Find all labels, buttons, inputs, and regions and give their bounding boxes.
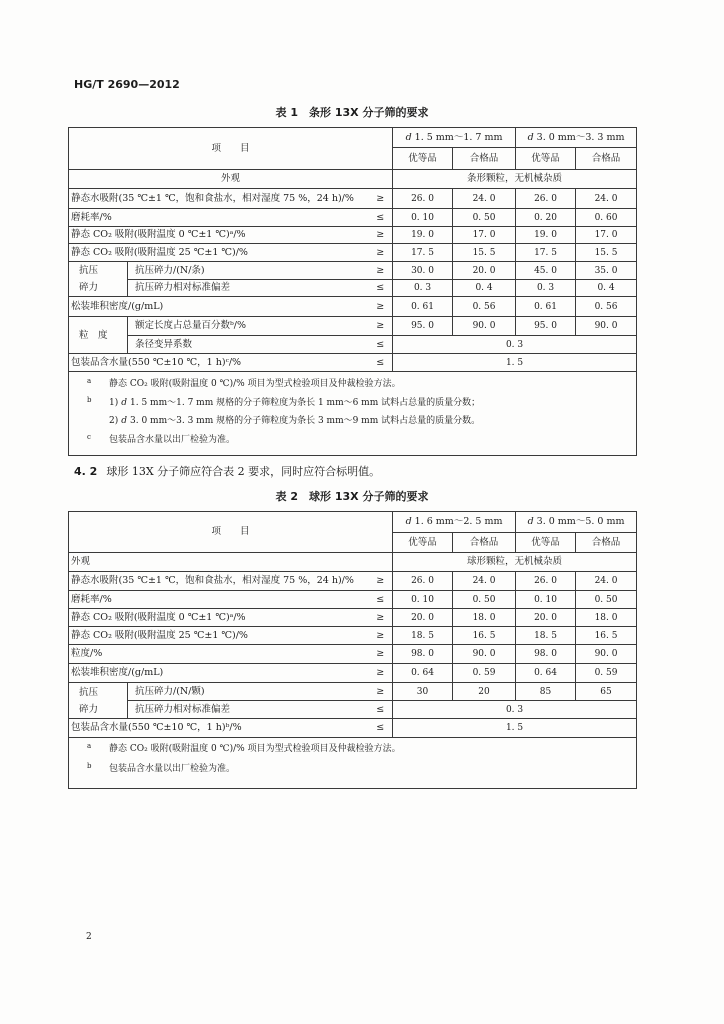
standard-number: HG/T 2690—2012 (74, 78, 180, 91)
footnote-item-number: 2) (109, 416, 119, 426)
value-cell: 18. 5 (393, 627, 453, 645)
footnote-mark: c (87, 432, 91, 441)
value-cell: 17. 0 (576, 227, 637, 244)
row-label: 松装堆积密度/(g/mL) (69, 664, 369, 683)
value-cell: 98. 0 (393, 645, 453, 664)
value-cell: 24. 0 (453, 189, 516, 209)
footnote-mark: b (87, 762, 92, 770)
comparator-sign: ≤ (369, 591, 393, 609)
group-label-line: 抗压 (79, 686, 99, 698)
comparator-sign: ≥ (369, 189, 393, 209)
footnote-text: 包装品含水量以出厂检验为准。 (109, 434, 236, 445)
size-range-label: 1. 6 mm～2. 5 mm (414, 516, 503, 527)
row-label: 静态 CO₂ 吸附(吸附温度 0 ℃±1 ℃)ᵃ/% (69, 227, 369, 244)
value-cell: 20. 0 (516, 609, 576, 627)
footnote-text: 静态 CO₂ 吸附(吸附温度 0 ℃)/% 项目为型式检验项目及仲裁检验方法。 (109, 379, 401, 389)
comparator-sign: ≤ (369, 209, 393, 227)
group-label-line: 抗压 (79, 265, 99, 276)
table-1-title: 表 1 条形 13X 分子筛的要求 (275, 106, 429, 119)
value-cell: 18. 0 (576, 609, 637, 627)
footnote-mark: b (87, 395, 92, 404)
value-cell: 90. 0 (453, 645, 516, 664)
value-cell: 90. 0 (576, 317, 637, 336)
diameter-symbol: d (121, 397, 128, 408)
value-cell: 1. 5 (393, 354, 637, 372)
comparator-sign: ≥ (369, 645, 393, 664)
size-group-header (516, 512, 637, 533)
value-cell: 0. 10 (393, 591, 453, 609)
grade-header: 合格品 (576, 148, 637, 170)
comparator-sign: ≥ (369, 317, 393, 336)
row-label: 外观 (69, 553, 393, 572)
value-cell: 0. 3 (516, 280, 576, 297)
diameter-symbol: d (405, 131, 412, 143)
diameter-symbol: d (405, 516, 412, 527)
footnote-mark: a (87, 377, 92, 385)
value-cell: 15. 5 (453, 244, 516, 262)
row-label: 静态 CO₂ 吸附(吸附温度 25 ℃±1 ℃)/% (69, 244, 369, 262)
grade-header: 优等品 (393, 148, 453, 170)
value-cell: 95. 0 (393, 317, 453, 336)
value-cell: 0. 59 (576, 664, 637, 683)
size-range-label: 1. 5 mm～1. 7 mm (414, 131, 503, 143)
page-number: 2 (86, 932, 92, 942)
value-cell: 19. 0 (516, 227, 576, 244)
value-cell: 0. 56 (453, 297, 516, 317)
value-cell: 0. 61 (516, 297, 576, 317)
comparator-sign: ≥ (369, 572, 393, 591)
value-cell: 0. 10 (393, 209, 453, 227)
particle-size-group-label: 粒 度 (69, 317, 128, 354)
value-cell: 0. 4 (453, 280, 516, 297)
comparator-sign: ≥ (369, 664, 393, 683)
footnote-a (69, 739, 636, 759)
row-label: 磨耗率/% (69, 591, 369, 609)
comparator-sign: ≤ (369, 701, 393, 719)
crush-strength-group-label (69, 683, 128, 719)
value-cell: 17. 5 (516, 244, 576, 262)
value-cell: 1. 5 (393, 719, 637, 738)
value-cell: 17. 0 (453, 227, 516, 244)
value-cell: 17. 5 (393, 244, 453, 262)
value-cell: 20 (453, 683, 516, 701)
row-label: 包装品含水量(550 ℃±10 ℃，1 h)ᵇ/% (69, 719, 369, 738)
value-cell: 90. 0 (576, 645, 637, 664)
footnote-b-continued (69, 412, 636, 431)
value-cell: 0. 20 (516, 209, 576, 227)
row-label: 粒度/% (69, 645, 369, 664)
value-cell: 18. 5 (516, 627, 576, 645)
value-cell: 98. 0 (516, 645, 576, 664)
clause-4-2 (74, 465, 380, 479)
size-group-header (393, 128, 516, 148)
grade-header: 优等品 (393, 533, 453, 553)
row-label: 静态 CO₂ 吸附(吸附温度 25 ℃±1 ℃)/% (69, 627, 369, 645)
comparator-sign: ≤ (369, 719, 393, 738)
size-range-label: 3. 0 mm～3. 3 mm (536, 131, 625, 143)
value-cell: 26. 0 (393, 189, 453, 209)
table-1-footnotes (69, 372, 637, 456)
value-cell: 0. 3 (393, 280, 453, 297)
row-label: 抗压碎力/(N/颗) (128, 683, 369, 701)
value-cell: 18. 0 (453, 609, 516, 627)
size-range-label: 3. 0 mm～5. 0 mm (536, 516, 625, 527)
value-cell: 0. 4 (576, 280, 637, 297)
value-cell: 24. 0 (576, 189, 637, 209)
value-cell: 30 (393, 683, 453, 701)
value-cell: 26. 0 (516, 189, 576, 209)
value-cell: 65 (576, 683, 637, 701)
value-cell: 0. 10 (516, 591, 576, 609)
group-label-line: 碎力 (79, 703, 99, 715)
row-label: 静态水吸附(35 ℃±1 ℃，饱和食盐水，相对湿度 75 %，24 h)/% (69, 189, 369, 209)
comparator-sign: ≥ (369, 227, 393, 244)
comparator-sign: ≥ (369, 297, 393, 317)
grade-header: 合格品 (453, 533, 516, 553)
value-cell: 0. 50 (453, 591, 516, 609)
comparator-sign: ≤ (369, 336, 393, 354)
footnote-text: 包装品含水量以出厂检验为准。 (109, 764, 236, 774)
value-cell: 0. 3 (393, 701, 637, 719)
row-label: 抗压碎力相对标准偏差 (128, 701, 369, 719)
group-label-line: 碎力 (79, 282, 99, 293)
comparator-sign: ≥ (369, 244, 393, 262)
row-label: 外观 (69, 170, 393, 189)
value-cell: 0. 59 (453, 664, 516, 683)
comparator-sign: ≥ (369, 683, 393, 701)
grade-header: 优等品 (516, 148, 576, 170)
row-label: 条径变异系数 (128, 336, 369, 354)
value-cell: 95. 0 (516, 317, 576, 336)
value-cell: 16. 5 (576, 627, 637, 645)
row-label: 松装堆积密度/(g/mL) (69, 297, 369, 317)
comparator-sign: ≥ (369, 262, 393, 280)
comparator-sign: ≤ (369, 280, 393, 297)
value-cell: 15. 5 (576, 244, 637, 262)
row-label: 静态水吸附(35 ℃±1 ℃，饱和食盐水，相对湿度 75 %，24 h)/% (69, 572, 369, 591)
value-cell: 20. 0 (453, 262, 516, 280)
diameter-symbol: d (121, 416, 128, 426)
comparator-sign: ≥ (369, 609, 393, 627)
value-cell: 19. 0 (393, 227, 453, 244)
appearance-value: 条形颗粒，无机械杂质 (393, 170, 637, 189)
table-2-footnotes (69, 738, 637, 789)
appearance-value: 球形颗粒，无机械杂质 (393, 553, 637, 572)
row-label: 静态 CO₂ 吸附(吸附温度 0 ℃±1 ℃)ᵃ/% (69, 609, 369, 627)
footnote-a (69, 375, 636, 394)
footnote-text: 静态 CO₂ 吸附(吸附温度 0 ℃)/% 项目为型式检验项目及仲裁检验方法。 (109, 744, 401, 754)
value-cell: 20. 0 (393, 609, 453, 627)
value-cell: 0. 3 (393, 336, 637, 354)
value-cell: 0. 50 (453, 209, 516, 227)
table-1 (68, 127, 637, 456)
grade-header: 合格品 (453, 148, 516, 170)
value-cell: 0. 56 (576, 297, 637, 317)
footnote-b (69, 759, 636, 779)
footnote-c (69, 431, 636, 450)
footnote-mark: a (87, 742, 92, 750)
table-2-title: 表 2 球形 13X 分子筛的要求 (275, 490, 429, 503)
grade-header: 优等品 (516, 533, 576, 553)
value-cell: 24. 0 (453, 572, 516, 591)
value-cell: 0. 50 (576, 591, 637, 609)
footnote-b (69, 394, 636, 413)
value-cell: 26. 0 (393, 572, 453, 591)
comparator-sign: ≤ (369, 354, 393, 372)
row-label: 包装品含水量(550 ℃±10 ℃，1 h)ᶜ/% (69, 354, 369, 372)
comparator-sign: ≥ (369, 627, 393, 645)
table-2 (68, 511, 637, 789)
value-cell: 85 (516, 683, 576, 701)
value-cell: 45. 0 (516, 262, 576, 280)
clause-number: 4. 2 (74, 465, 98, 478)
value-cell: 16. 5 (453, 627, 516, 645)
value-cell: 0. 61 (393, 297, 453, 317)
value-cell: 30. 0 (393, 262, 453, 280)
item-header: 项 目 (69, 128, 393, 170)
row-label: 抗压碎力/(N/条) (128, 262, 369, 280)
value-cell: 0. 64 (393, 664, 453, 683)
size-group-header (516, 128, 637, 148)
value-cell: 0. 64 (516, 664, 576, 683)
item-header: 项 目 (69, 512, 393, 553)
value-cell: 90. 0 (453, 317, 516, 336)
clause-text: 球形 13X 分子筛应符合表 2 要求，同时应符合标明值。 (106, 465, 381, 478)
footnote-text: 1. 5 mm～1. 7 mm 规格的分子筛粒度为条长 1 mm～6 mm 试料占总量的质量分数； (130, 397, 481, 408)
value-cell: 35. 0 (576, 262, 637, 280)
row-label: 额定长度占总量百分数ᵇ/% (128, 317, 369, 336)
diameter-symbol: d (527, 131, 534, 143)
grade-header: 合格品 (576, 533, 637, 553)
diameter-symbol: d (527, 516, 534, 527)
crush-strength-group-label (69, 262, 128, 297)
size-group-header (393, 512, 516, 533)
row-label: 磨耗率/% (69, 209, 369, 227)
value-cell: 24. 0 (576, 572, 637, 591)
row-label: 抗压碎力相对标准偏差 (128, 280, 369, 297)
footnote-item-number: 1) (109, 397, 119, 408)
value-cell: 26. 0 (516, 572, 576, 591)
footnote-text: 3. 0 mm～3. 3 mm 规格的分子筛粒度为条长 3 mm～9 mm 试料占总量的质量分数。 (130, 416, 481, 426)
value-cell: 0. 60 (576, 209, 637, 227)
